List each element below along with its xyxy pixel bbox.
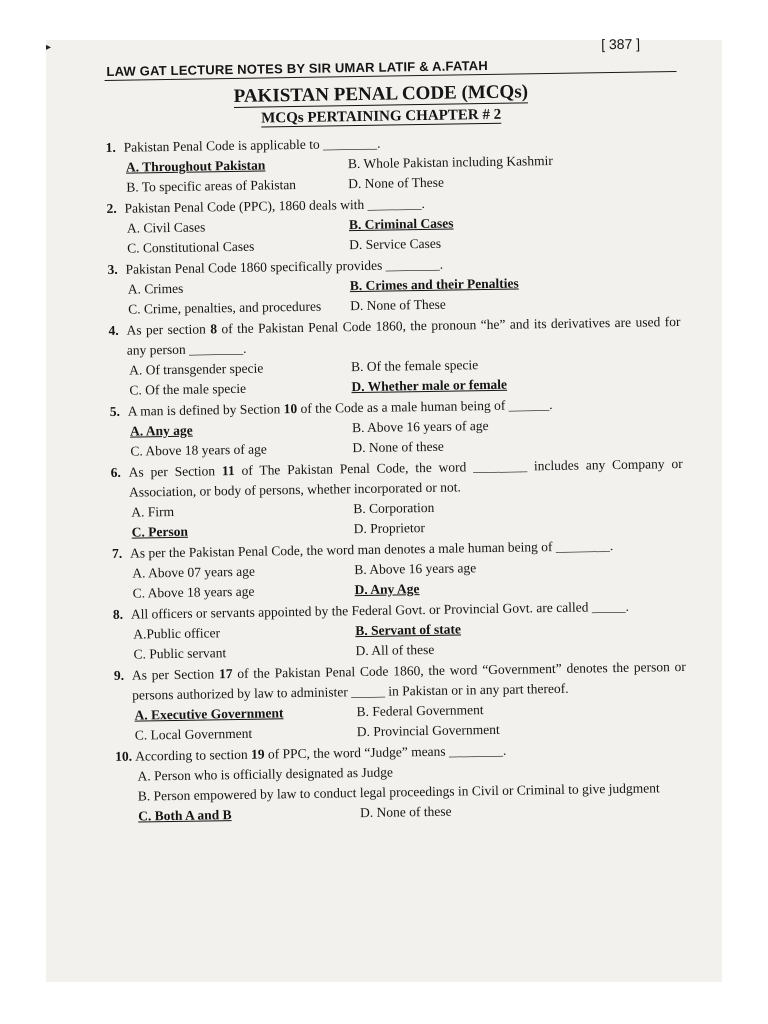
question-number: 5. [109,403,121,419]
question-number: 7. [111,545,123,561]
option-correct: A. Throughout Pakistan [125,157,266,175]
option-correct: C. Person [131,523,189,540]
option: C. Crime, penalties, and procedures [128,298,322,317]
option: B. To specific areas of Pakistan [126,177,297,195]
question-text-pre: According to section [135,746,252,764]
option: B. Federal Government [356,702,484,720]
question-text-pre: Pakistan Penal Code (PPC), 1860 deals with ________. [124,195,426,216]
question-text-pre: As per Section [128,463,223,480]
document-title-text: PAKISTAN PENAL CODE (MCQs) [233,81,529,107]
option-correct: A. Any age [129,422,193,439]
question-list [105,129,686,746]
option: C. Of the male specie [129,380,247,398]
page-number: [ 387 ] [601,35,641,53]
question-text-post: of The Pakistan Penal Code, the word ________ includes any Company or Association, or body of persons, whether incorporated or not. [128,455,683,500]
question-4 [108,312,681,401]
option: D. Proprietor [353,520,426,537]
question-text-pre: All officers or servants appointed by the Federal Govt. or Provincial Govt. are called _____. [130,598,630,622]
option-correct: B. Servant of state [355,621,462,639]
question-7 [112,535,685,604]
option-correct: A. Executive Government [134,705,284,723]
question-text-post: of the Code as a male human being of ______. [297,397,553,417]
running-header [104,35,677,81]
question-text-post: of the Pakistan Penal Code 1860, the pronoun “he” and its derivatives are used for any person ________. [126,313,681,358]
question-10 [115,738,688,827]
question-text-post: of PPC, the word “Judge” means ________. [264,742,507,762]
option: D. None of These [350,296,446,314]
question-text-pre: As per Section [131,666,220,683]
option: B. Of the female specie [350,357,479,375]
option: C. Public servant [133,645,227,662]
option: D. Provincial Government [356,721,500,740]
question-3 [107,251,680,320]
question-text-pre: A man is defined by Section [127,401,284,419]
question-text-pre: Pakistan Penal Code 1860 specifically provides ________. [125,256,444,277]
question-8 [113,596,686,665]
option: A. Of transgender specie [129,360,264,378]
option: D. All of these [355,641,435,659]
option: B. Corporation [353,499,435,517]
section-number: 19 [250,746,265,762]
question-9 [114,657,687,746]
option: B. Above 16 years age [354,560,477,578]
question-text-post: of the Pakistan Penal Code 1860, the word “Government” denotes the person or persons authorized by law to administer _____ in Pakistan or in any part thereof. [132,658,686,703]
option-d: D. None of these [359,803,452,821]
option: B. Above 16 years of age [351,418,489,436]
question-number: 1. [105,139,116,155]
option-b: B. Person empowered by law to conduct legal proceedings in Civil or Criminal to give judgment [137,780,660,804]
option: A. Civil Cases [126,219,206,236]
question-number: 9. [113,667,125,683]
option: A. Above 07 years age [132,563,256,581]
question-number: 10. [115,748,133,764]
option: C. Above 18 years of age [130,441,267,459]
option: D. Service Cases [349,235,442,253]
option: C. Above 18 years age [132,583,255,601]
option: D. None of These [348,174,445,192]
option: A. Crimes [127,280,184,297]
section-number: 11 [221,463,235,479]
section-number: 17 [218,666,233,682]
option: C. Local Government [134,725,253,743]
question-text-pre: As per section [126,321,211,338]
question-number: 4. [108,322,119,338]
option: A. Firm [131,503,175,520]
option: A.Public officer [133,625,221,642]
page-content [104,35,688,828]
corner-mark: ▸ [46,42,52,53]
option-correct: D. Whether male or female [351,376,508,395]
question-text-pre: Pakistan Penal Code is applicable to ________. [123,135,381,155]
section-number: 10 [283,401,298,417]
option: D. None of these [352,438,444,456]
question-number: 6. [110,464,121,480]
header-title: LAW GAT LECTURE NOTES BY SIR UMAR LATIF & A.FATAH [106,57,489,79]
question-number: 8. [112,606,124,622]
question-text-pre: As per the Pakistan Penal Code, the word man denotes a male human being of ________. [129,538,614,561]
question-1 [105,129,678,198]
option-correct: D. Any Age [354,581,420,598]
question-2 [106,190,679,259]
option-a: A. Person who is officially designated as Judge [137,764,394,784]
section-number: 8 [210,321,218,337]
question-5 [110,393,683,462]
document-subtitle-text: MCQs PERTAINING CHAPTER # 2 [261,106,502,127]
option-c-correct: C. Both A and B [138,807,232,824]
option: C. Constitutional Cases [127,238,255,256]
option-correct: B. Crimes and their Penalties [349,275,519,294]
option: B. Whole Pakistan including Kashmir [347,152,553,172]
option-correct: B. Criminal Cases [348,215,454,233]
question-6 [111,454,684,543]
question-number: 2. [106,200,117,216]
question-number: 3. [107,261,118,277]
